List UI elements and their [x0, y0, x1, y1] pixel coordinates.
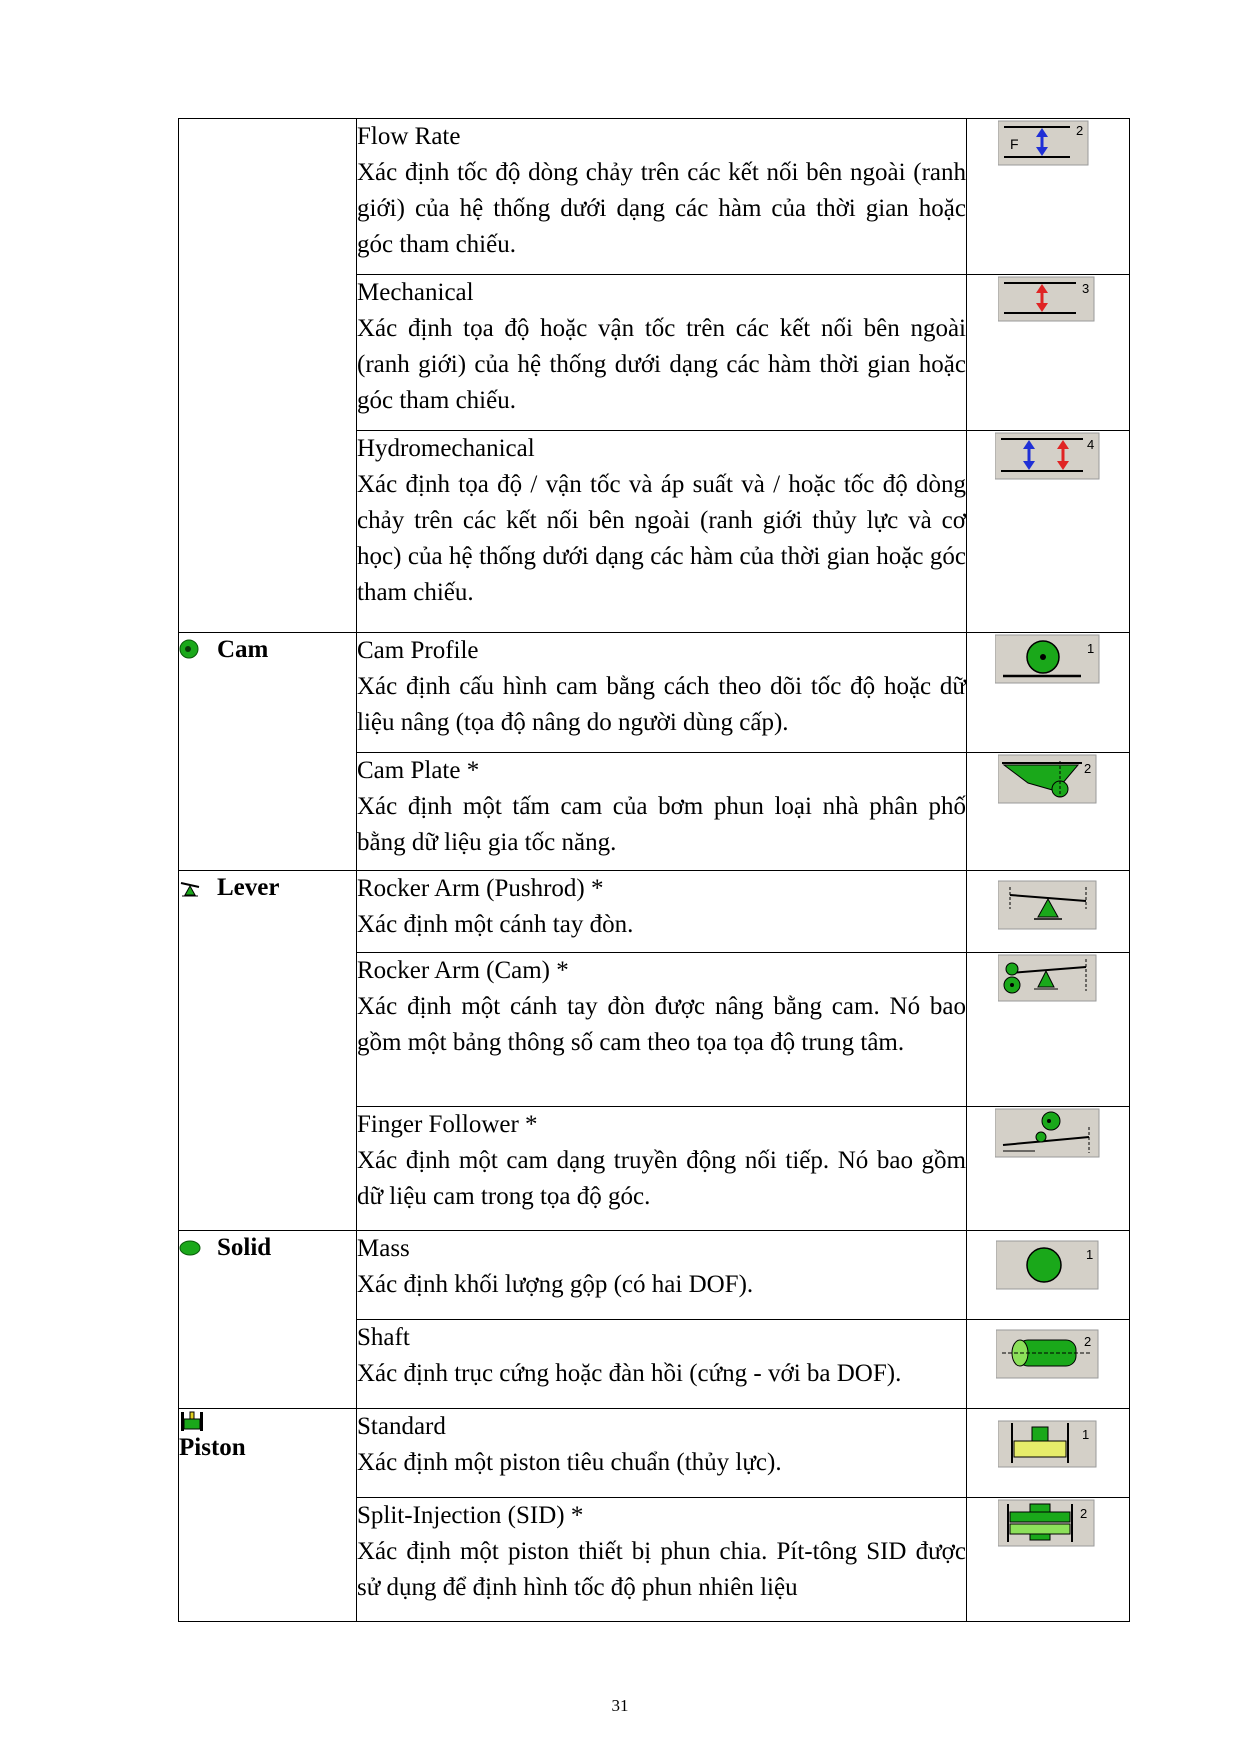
piston-category-icon	[179, 1409, 201, 1431]
category-cell-cam	[179, 633, 357, 871]
component-title: Hydromechanical	[357, 435, 535, 462]
mechanical-boundary-icon	[998, 275, 1098, 323]
table-row	[179, 633, 1130, 753]
component-description: Xác định tốc độ dòng chảy trên các kết nối bên ngoài (ranh giới) của hệ thống dưới dạng các hàm của thời gian hoặc góc tham chiếu.	[357, 159, 966, 258]
rocker-arm-pushrod-icon	[998, 879, 1098, 931]
mass-icon	[996, 1239, 1100, 1291]
table-row	[179, 1231, 1130, 1320]
icon-badge: 1	[1082, 1427, 1090, 1442]
icon-cell	[967, 753, 1130, 871]
category-label: Lever	[217, 874, 280, 901]
icon-cell	[967, 1107, 1130, 1231]
component-title: Rocker Arm (Cam) *	[357, 957, 569, 984]
icon-badge: 2	[1084, 761, 1092, 776]
table-row	[179, 1409, 1130, 1498]
description-cell	[357, 1107, 967, 1231]
icon-badge: 1	[1087, 641, 1095, 656]
flow-rate-boundary-icon	[998, 119, 1098, 167]
icon-badge: 2	[1076, 123, 1084, 138]
description-cell	[357, 871, 967, 953]
component-title: Flow Rate	[357, 123, 461, 150]
lever-category-icon	[179, 877, 201, 899]
component-description: Xác định một piston tiêu chuẩn (thủy lực).	[357, 1449, 782, 1476]
icon-cell	[967, 431, 1130, 633]
hydromechanical-boundary-icon	[995, 431, 1101, 481]
icon-badge: 4	[1087, 437, 1095, 452]
component-title: Mechanical	[357, 279, 474, 306]
table-row	[179, 119, 1130, 275]
component-description: Xác định một tấm cam của bơm phun loại nhà phân phố bằng dữ liệu gia tốc năng.	[357, 793, 966, 856]
component-title: Cam Profile	[357, 637, 479, 664]
icon-cell	[967, 953, 1130, 1107]
description-cell	[357, 953, 967, 1107]
component-table	[178, 118, 1130, 1622]
icon-badge: 2	[1084, 1334, 1092, 1349]
icon-cell	[967, 1409, 1130, 1498]
icon-cell	[967, 119, 1130, 275]
finger-follower-icon	[995, 1107, 1101, 1159]
standard-piston-icon	[998, 1419, 1098, 1469]
category-label: Cam	[217, 636, 269, 663]
page-number: 31	[611, 1696, 629, 1715]
icon-cell	[967, 275, 1130, 431]
icon-badge: 3	[1082, 281, 1090, 296]
icon-cell	[967, 871, 1130, 953]
component-description: Xác định cấu hình cam bằng cách theo dõi tốc độ hoặc dữ liệu nâng (tọa độ nâng do người dùng cấp).	[357, 673, 966, 736]
component-title: Finger Follower *	[357, 1111, 538, 1138]
component-title: Standard	[357, 1413, 446, 1440]
component-description: Xác định một cam dạng truyền động nối tiếp. Nó bao gồm dữ liệu cam trong tọa độ góc.	[357, 1147, 966, 1210]
svg-text:F: F	[1010, 136, 1019, 152]
cam-category-icon	[179, 639, 201, 661]
icon-cell	[967, 1231, 1130, 1320]
component-description: Xác định khối lượng gộp (có hai DOF).	[357, 1271, 754, 1298]
component-description: Xác định tọa độ hoặc vận tốc trên các kết nối bên ngoài (ranh giới) của hệ thống dưới dạng các hàm thời gian hoặc góc tham chiếu.	[357, 315, 966, 414]
component-description: Xác định trục cứng hoặc đàn hồi (cứng - với ba DOF).	[357, 1360, 902, 1387]
component-description: Xác định tọa độ / vận tốc và áp suất và / hoặc tốc độ dòng chảy trên các kết nối bên ngoài (ranh giới thủy lực và cơ học) của hệ thống dưới dạng các hàm của thời gian hoặc góc tham chiếu.	[357, 471, 966, 606]
split-injection-piston-icon	[998, 1498, 1098, 1548]
description-cell	[357, 633, 967, 753]
icon-cell	[967, 1498, 1130, 1622]
description-cell	[357, 1409, 967, 1498]
category-label: Solid	[217, 1234, 272, 1261]
category-cell-solid	[179, 1231, 357, 1409]
component-description: Xác định một cánh tay đòn được nâng bằng cam. Nó bao gồm một bảng thông số cam theo tọa tọa độ trung tâm.	[357, 993, 966, 1056]
cam-profile-icon	[995, 633, 1101, 685]
component-description: Xác định một cánh tay đòn.	[357, 911, 634, 938]
description-cell	[357, 1498, 967, 1622]
cam-plate-icon	[998, 753, 1098, 805]
component-title: Cam Plate *	[357, 757, 480, 784]
component-title: Shaft	[357, 1324, 410, 1351]
category-cell-boundary	[179, 119, 357, 633]
category-cell-piston	[179, 1409, 357, 1622]
category-cell-lever	[179, 871, 357, 1231]
description-cell	[357, 119, 967, 275]
component-title: Rocker Arm (Pushrod) *	[357, 875, 604, 902]
table-row	[179, 871, 1130, 953]
component-title: Split-Injection (SID) *	[357, 1502, 584, 1529]
rocker-arm-cam-icon	[998, 953, 1098, 1003]
solid-category-icon	[179, 1237, 201, 1259]
icon-cell	[967, 1320, 1130, 1409]
icon-badge: 1	[1086, 1247, 1094, 1262]
component-description: Xác định một piston thiết bị phun chia. Pít-tông SID được sử dụng để định hình tốc độ phun nhiên liệu	[357, 1538, 966, 1601]
description-cell	[357, 753, 967, 871]
component-title: Mass	[357, 1235, 410, 1262]
shaft-icon	[996, 1328, 1100, 1380]
description-cell	[357, 1320, 967, 1409]
icon-badge: 2	[1080, 1506, 1088, 1521]
icon-cell	[967, 633, 1130, 753]
category-label: Piston	[179, 1434, 246, 1461]
description-cell	[357, 1231, 967, 1320]
description-cell	[357, 275, 967, 431]
description-cell	[357, 431, 967, 633]
